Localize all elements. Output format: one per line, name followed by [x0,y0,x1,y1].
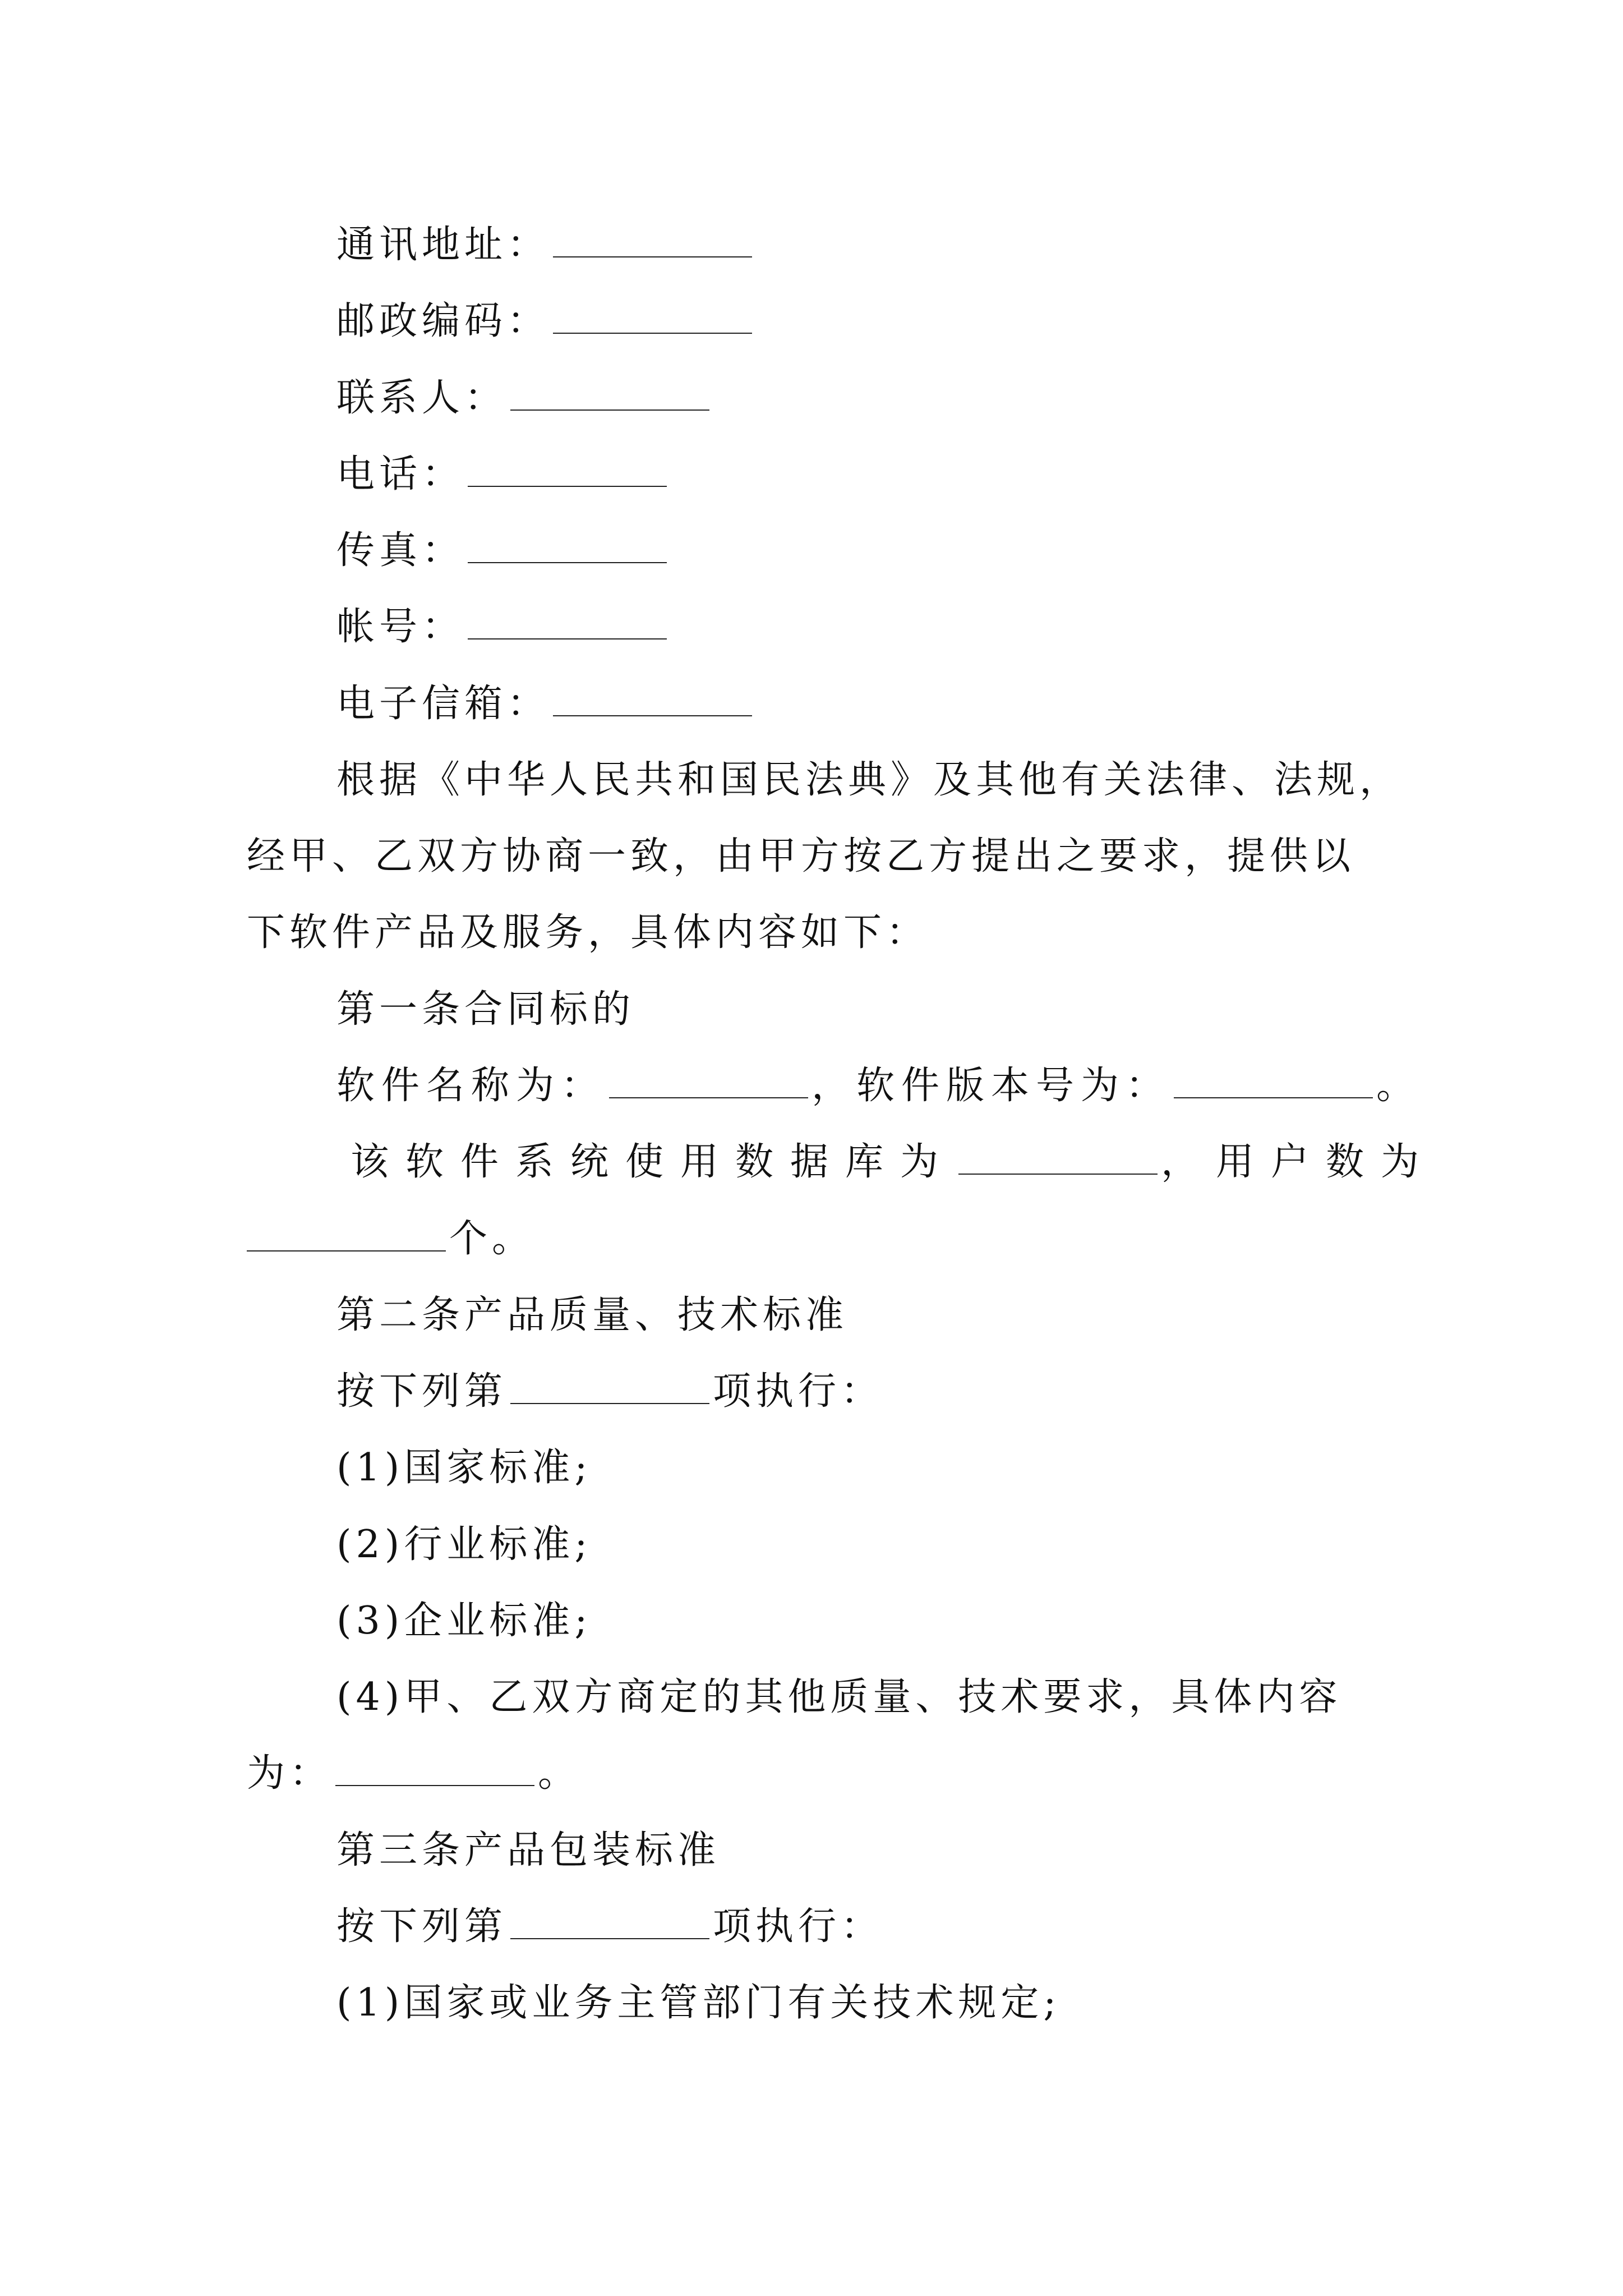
account-line [336,599,670,655]
article-2-execute-suffix: 项执行： [713,1369,884,1414]
users-suffix: 个。 [449,1217,535,1261]
article-1-title: 第一条合同标的 [336,987,635,1032]
software-name-line [336,1058,1421,1114]
article-2-execute-line [336,1364,883,1420]
email-blank [553,684,752,716]
article-2-item-4-prefix: 为： [247,1751,333,1796]
account-blank [468,607,667,639]
database-line [351,1134,1436,1190]
article-2-item-4-line-2 [247,1746,580,1802]
software-version-blank [1174,1066,1373,1098]
article-2-item-4-blank [335,1754,534,1786]
address-blank [553,225,752,257]
article-2-item-1: (1)国家标准; [336,1446,592,1490]
article-2-item-4-line-1: (4)甲、乙双方商定的其他质量、技术要求，具体内容 [336,1675,1342,1719]
article-3-item-1: (1)国家或业务主管部门有关技术规定; [336,1981,1061,2025]
intro-line-1: 根据《中华人民共和国民法典》及其他有关法律、法规， [336,758,1403,802]
contact-person-blank [510,378,709,411]
users-blank [247,1219,446,1251]
article-3-execute-prefix: 按下列第 [336,1904,508,1949]
software-version-period: 。 [1376,1064,1422,1108]
account-label: 帐号： [336,605,465,649]
users-line [247,1211,534,1267]
postcode-label: 邮政编码： [336,299,550,343]
phone-label: 电话： [336,452,465,496]
software-version-label: ，软件版本号为： [811,1064,1171,1108]
phone-blank [468,454,667,487]
address-label: 通讯地址： [336,223,550,267]
contact-person-line [336,370,713,426]
intro-line-2: 经甲、乙双方协商一致，由甲方按乙方提出之要求，提供以 [247,834,1355,878]
article-2-item-blank [510,1372,709,1404]
contact-person-label: 联系人： [336,376,508,420]
postcode-blank [553,301,752,334]
email-label: 电子信箱： [336,682,550,726]
users-label: ，用户数为 [1161,1140,1436,1184]
article-2-item-4-suffix: 。 [538,1751,581,1796]
article-3-execute-line [336,1899,883,1955]
article-3-title: 第三条产品包装标准 [336,1828,721,1872]
article-3-execute-suffix: 项执行： [713,1904,884,1949]
database-blank [958,1142,1158,1175]
article-3-item-blank [510,1907,709,1939]
phone-line [336,447,670,503]
postcode-line [336,293,755,349]
database-label: 该软件系统使用数据库为 [351,1140,956,1184]
intro-line-3: 下软件产品及服务，具体内容如下： [247,910,929,955]
article-2-execute-prefix: 按下列第 [336,1369,508,1414]
fax-label: 传真： [336,528,465,573]
fax-line [336,523,670,579]
email-line [336,676,755,732]
address-line [336,217,755,273]
article-2-item-2: (2)行业标准; [336,1522,592,1567]
software-name-blank [609,1066,808,1098]
fax-blank [468,531,667,563]
article-2-title: 第二条产品质量、技术标准 [336,1293,849,1337]
article-2-item-3: (3)企业标准; [336,1599,592,1643]
software-name-label: 软件名称为： [336,1064,606,1108]
